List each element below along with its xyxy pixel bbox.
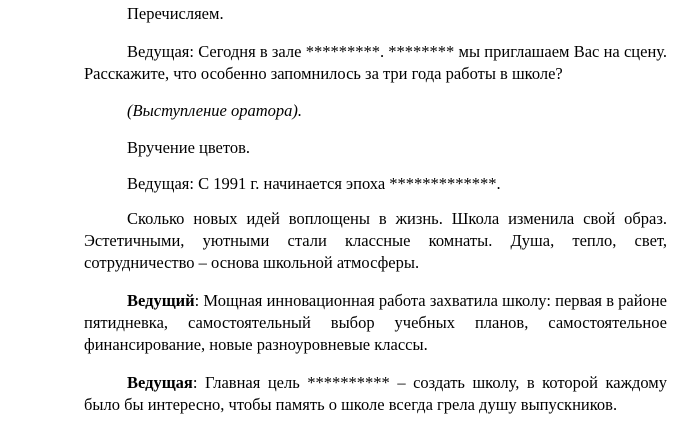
paragraph-text: : Главная цель ********** – создать школу, в которой каждому было бы интересно, чтобы память о школе всегда грела душу выпускников. bbox=[84, 373, 667, 414]
speaker-label: Ведущий bbox=[127, 291, 195, 310]
paragraph-speaker-note: (Выступление оратора). bbox=[127, 101, 302, 120]
paragraph-list-intro: Перечисляем. bbox=[127, 4, 224, 23]
speaker-label: Ведущая bbox=[127, 373, 193, 392]
paragraph-innovation bbox=[84, 290, 667, 356]
paragraph-epoch: Ведущая: С 1991 г. начинается эпоха *************. bbox=[127, 174, 501, 193]
paragraph-flowers: Вручение цветов. bbox=[127, 138, 251, 157]
paragraph-host-invitation: Ведущая: Сегодня в зале *********. ******** мы приглашаем Вас на сцену. Расскажите, что особенно запомнилось за три года работы в школе? bbox=[84, 42, 667, 83]
paragraph-main-goal bbox=[84, 372, 667, 416]
paragraph-text: : Мощная инновационная работа захватила школу: первая в районе пятидневка, самостоятельный выбор учебных планов, самостоятельное финансирование, новые разноуровневые классы. bbox=[84, 291, 667, 354]
paragraph-new-ideas: Сколько новых идей воплощены в жизнь. Школа изменила свой образ. Эстетичными, уютными стали классные комнаты. Душа, тепло, свет, сотрудничество – основа школьной атмосферы. bbox=[84, 209, 667, 272]
